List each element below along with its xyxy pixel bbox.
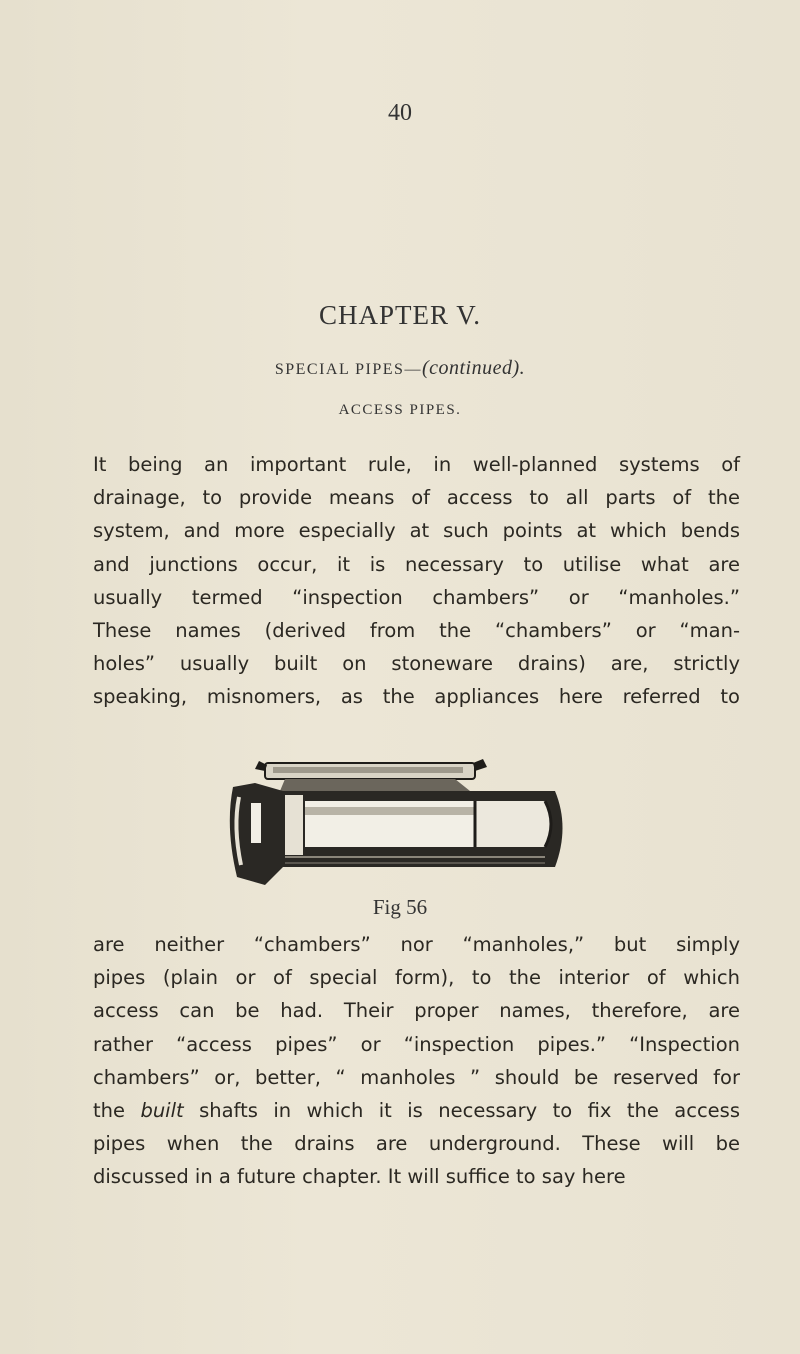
page-number: 40 — [388, 100, 412, 126]
text-line: drainage, to provide means of access to all parts of the — [93, 486, 740, 510]
access-pipe-illustration — [225, 757, 575, 889]
section-heading: ACCESS PIPES. — [338, 402, 462, 418]
text-line: speaking, misnomers, as the appliances here referred to — [93, 685, 740, 709]
subtitle-main: SPECIAL PIPES— — [274, 361, 422, 378]
text-run: shafts in which it is necessary to fix the access — [183, 1098, 740, 1122]
text-line: system, and more especially at such points at which bends — [93, 519, 740, 543]
text-line: rather “access pipes” or “inspection pipes.” “Inspection — [93, 1032, 740, 1056]
text-line: pipes when the drains are underground. These will be — [93, 1132, 740, 1156]
paragraph-2 — [93, 928, 740, 1194]
figure-caption: Fig 56 — [372, 895, 428, 919]
chapter-subtitle — [0, 357, 800, 380]
italic-word: built — [140, 1098, 184, 1122]
text-line — [93, 1094, 740, 1127]
text-line: pipes (plain or of special form), to the interior of which — [93, 966, 740, 990]
text-line: and junctions occur, it is necessary to utilise what are — [93, 552, 740, 576]
subtitle-continued: (continued). — [421, 357, 526, 379]
text-line: holes” usually built on stoneware drains) are, strictly — [93, 652, 740, 676]
text-line: These names (derived from the “chambers” or “man- — [93, 618, 740, 642]
text-line: It being an important rule, in well-planned systems of — [93, 453, 740, 476]
text-line: access can be had. Their proper names, therefore, are — [93, 999, 740, 1023]
text-line: discussed in a future chapter. It will suffice to say here — [93, 1165, 626, 1189]
chapter-heading: CHAPTER V. — [318, 300, 482, 330]
text-line: are neither “chambers” nor “manholes,” but simply — [93, 933, 740, 956]
text-run: the — [93, 1098, 141, 1122]
paragraph-1 — [93, 448, 740, 714]
text-line: chambers” or, better, “ manholes ” should be reserved for — [93, 1065, 740, 1089]
text-line: usually termed “inspection chambers” or “manholes.” — [93, 585, 740, 609]
